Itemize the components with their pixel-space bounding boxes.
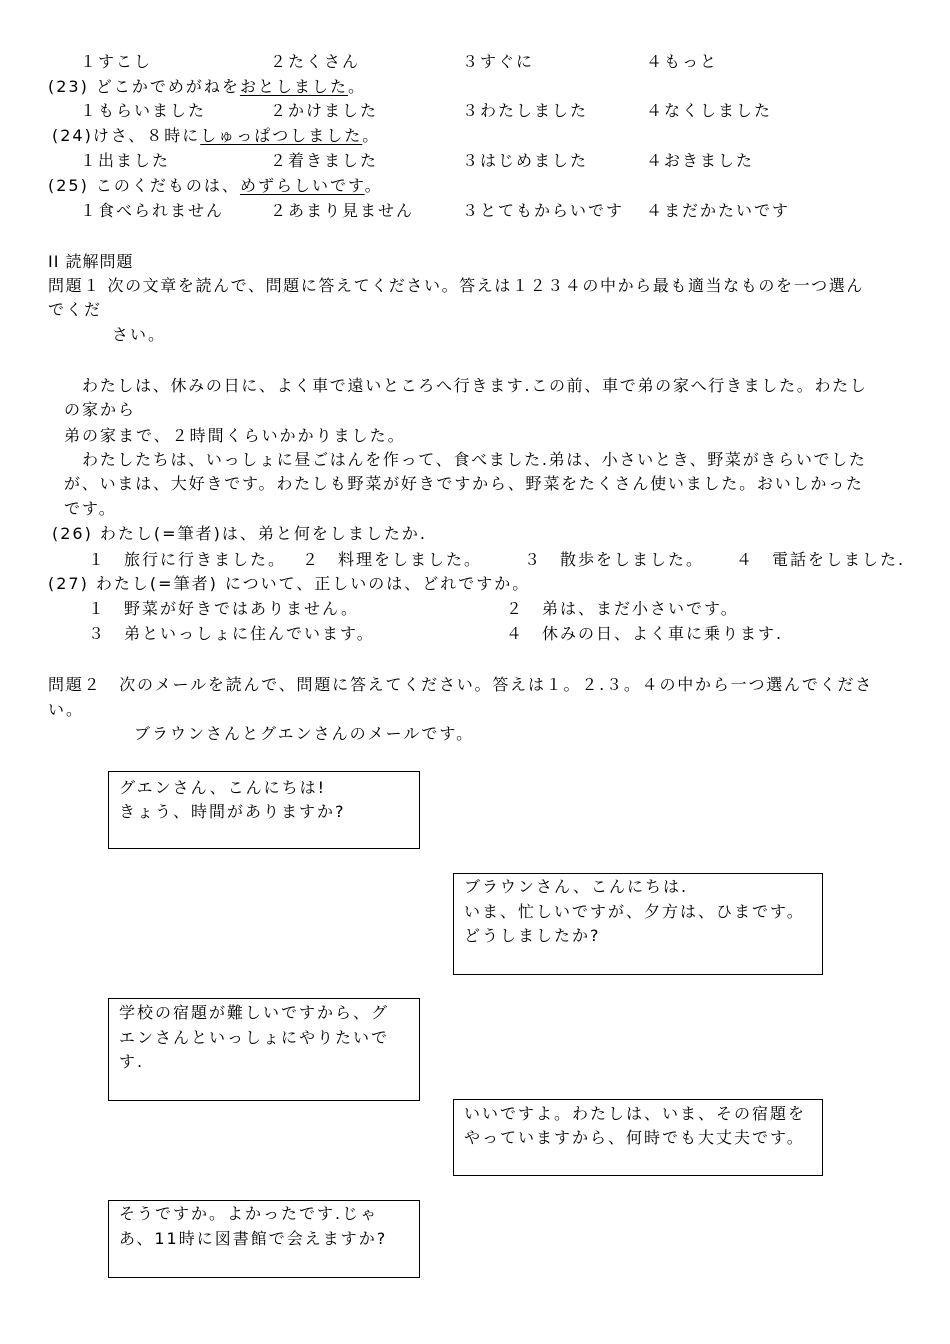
question-25-underlined: めずらしいです (239, 176, 365, 195)
email-2-line-1: ブラウンさん、こんにちは. (464, 877, 689, 896)
q22-option-4: ４もっと (646, 52, 719, 71)
question-26: (26) わたし(=筆者)は、弟と何をしましたか. (52, 524, 427, 543)
email-4-line-2: やっていますから、何時でも大丈夫です。 (464, 1128, 805, 1147)
email-3-line-2: エンさんといっしょにやりたいで (119, 1028, 390, 1047)
q22-option-1: １すこし (80, 52, 153, 71)
question-27: (27) わたし(=筆者) について、正しいのは、どれですか。 (48, 574, 531, 593)
email-box-4 (453, 1099, 823, 1176)
question-25 (48, 176, 383, 196)
q26-option-3: ３ 散歩をしました。 (524, 550, 705, 569)
q24-option-4: ４おきました (646, 151, 755, 170)
mondai1-instruction-line3: さい。 (112, 325, 167, 344)
passage-line-1: わたしは、休みの日に、よく車で遠いところへ行きます.この前、車で弟の家へ行きました。わたし (82, 376, 868, 395)
q23-option-2: ２かけました (270, 101, 379, 120)
q27-option-2: ２ 弟は、まだ小さいです。 (506, 599, 739, 618)
mondai2-instruction-line2: い。 (48, 700, 85, 719)
email-4-line-1: いいですよ。わたしは、いま、その宿題を (464, 1104, 807, 1123)
email-3-line-3: す. (119, 1052, 145, 1071)
q23-option-4: ４なくしました (646, 101, 773, 120)
passage-line-3: 弟の家まで、２時間くらいかかりました。 (64, 426, 406, 445)
mondai2-intro: ブラウンさんとグエンさんのメールです。 (134, 724, 475, 743)
email-2-line-2: いま、忙しいですが、夕方は、ひまです。 (464, 902, 805, 921)
email-1-line-1: グエンさん、こんにちは! (119, 778, 327, 797)
question-23-suffix: 。 (347, 77, 366, 96)
email-box-2 (453, 873, 823, 975)
q25-option-1: １食べられません (80, 201, 225, 220)
passage-line-5: が、いまは、大好きです。わたしも野菜が好きですから、野菜をたくさん使いました。おいしかった (64, 474, 864, 493)
question-24-prefix: (24)けさ、８時に (52, 126, 201, 145)
email-box-1 (108, 771, 420, 849)
mondai1-instruction-line2: でくだ (48, 300, 103, 319)
q27-option-3: ３ 弟といっしょに住んでいます。 (88, 624, 375, 643)
question-23 (48, 77, 366, 97)
passage-line-6: です。 (64, 499, 117, 518)
q24-option-3: ３はじめました (462, 151, 589, 170)
email-2-line-3: どうしましたか? (464, 926, 601, 945)
q27-option-4: ４ 休みの日、よく車に乗ります. (506, 624, 784, 643)
mondai1-instruction-line1: 問題１ 次の文章を読んで、問題に答えてください。答えは１２３４の中から最も適当なものを一つ選ん (48, 276, 864, 295)
email-5-line-2: あ、11時に図書館で会えますか? (119, 1229, 388, 1248)
q23-option-1: １もらいました (80, 101, 207, 120)
question-24-underlined: しゅっぱつしました (200, 126, 363, 145)
q22-option-2: ２たくさん (270, 52, 361, 71)
q25-option-4: ４まだかたいです (646, 201, 791, 220)
q24-option-1: １出ました (80, 151, 171, 170)
question-25-prefix: (25) このくだものは、 (48, 176, 240, 195)
question-24 (52, 126, 380, 146)
email-1-line-2: きょう、時間がありますか? (119, 802, 346, 821)
q23-option-3: ３わたしました (462, 101, 589, 120)
section-title: II 読解問題 (48, 252, 134, 271)
q26-option-1: １ 旅行に行きました。 (88, 550, 287, 569)
question-25-suffix: 。 (364, 176, 383, 195)
email-box-5 (108, 1200, 420, 1278)
mondai2-instruction-line1: 問題２ 次のメールを読んで、問題に答えてください。答えは１。２.３。４の中から一つ選んでくださ (48, 675, 874, 694)
q24-option-2: ２着きました (270, 151, 379, 170)
passage-line-2: の家から (64, 400, 137, 419)
q26-option-4: ４ 電話をしました. (736, 550, 906, 569)
email-5-line-1: そうですか。よかったです.じゃ (119, 1204, 379, 1223)
question-23-prefix: (23) どこかでめがねを (48, 77, 240, 96)
email-3-line-1: 学校の宿題が難しいですから、グ (119, 1003, 390, 1022)
q26-option-2: ２ 料理をしました。 (302, 550, 483, 569)
q27-option-1: １ 野菜が好きではありません。 (88, 599, 359, 618)
question-23-underlined: おとしました (239, 77, 348, 96)
q22-option-3: ３すぐに (462, 52, 535, 71)
q25-option-3: ３とてもからいです (462, 201, 625, 220)
question-24-suffix: 。 (362, 126, 381, 145)
q25-option-2: ２あまり見ません (270, 201, 415, 220)
email-box-3 (108, 998, 420, 1101)
passage-line-4: わたしたちは、いっしょに昼ごはんを作って、食べました.弟は、小さいとき、野菜がきらいでした (82, 450, 867, 469)
